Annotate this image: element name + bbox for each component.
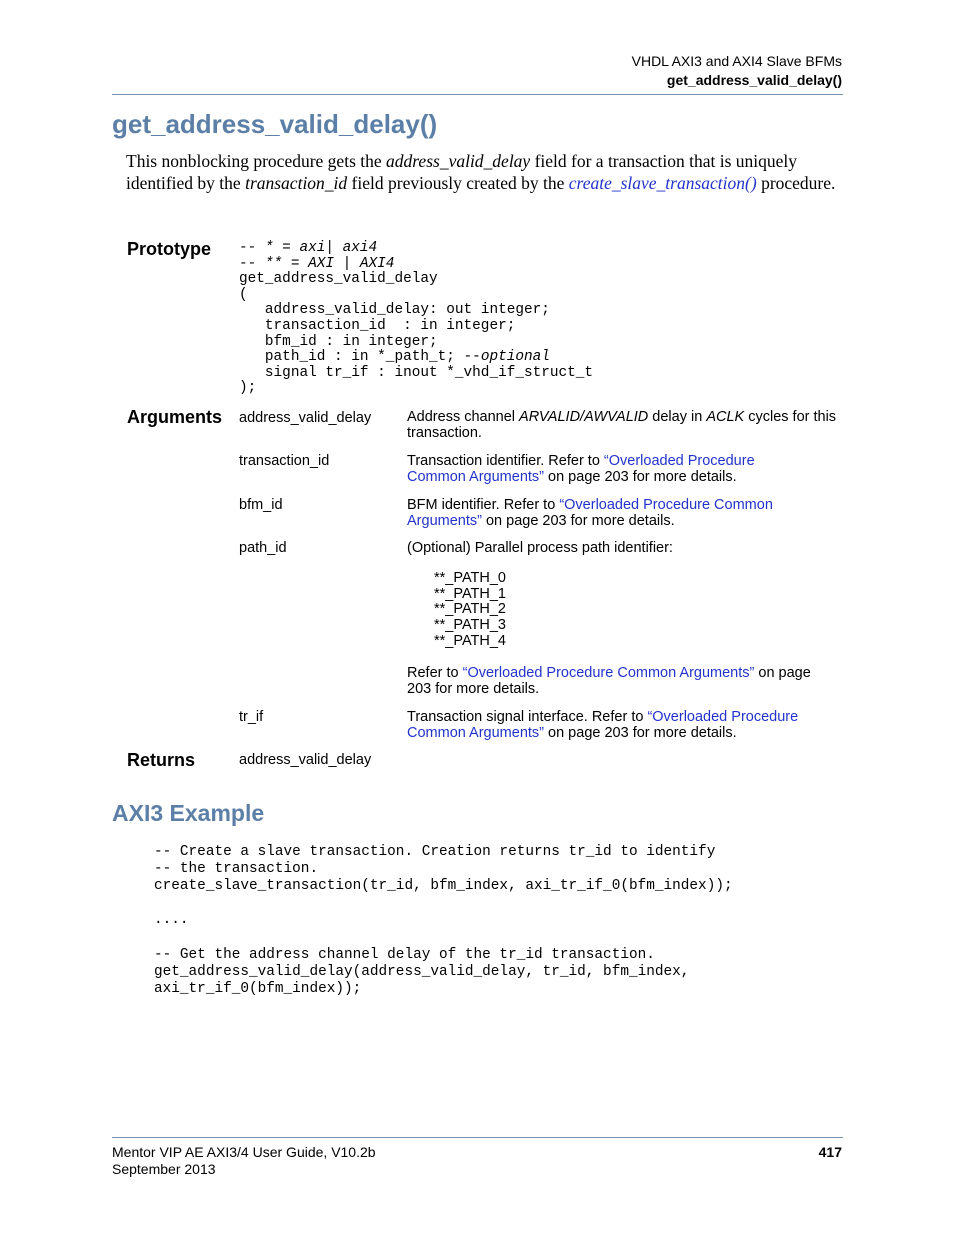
arg-name-transaction-id: transaction_id xyxy=(239,453,330,469)
example-code-line: -- Create a slave transaction. Creation returns tr_id to identify xyxy=(154,844,716,860)
path-id-values xyxy=(434,571,506,650)
arg-desc-text: Transaction identifier. Refer to xyxy=(407,453,604,469)
arg-desc-text: BFM identifier. Refer to xyxy=(407,497,560,513)
intro-text-4: procedure. xyxy=(756,173,836,193)
arg-desc-tr-if xyxy=(407,709,837,741)
overloaded-args-link[interactable]: “Overloaded Procedure Common Arguments” xyxy=(407,709,799,741)
arg-desc-path-id: (Optional) Parallel process path identifier: xyxy=(407,540,673,556)
example-code-line: axi_tr_if_0(bfm_index)); xyxy=(154,980,362,997)
intro-id: transaction_id xyxy=(245,173,348,193)
example-code-line: -- the transaction. xyxy=(154,861,319,878)
prototype-line: path_id : in *_path_t; --optional xyxy=(239,349,550,366)
prototype-code xyxy=(239,241,593,397)
intro-field: address_valid_delay xyxy=(386,151,531,171)
example-code-line: -- Get the address channel delay of the tr_id transaction. xyxy=(154,946,655,963)
path-value: **_PATH_2 xyxy=(434,601,506,618)
page-number: 417 xyxy=(818,1144,842,1160)
arg-desc-bfm-id xyxy=(407,497,817,529)
example-code-line xyxy=(154,929,733,946)
path-value: **_PATH_0 xyxy=(434,570,506,586)
intro-paragraph xyxy=(126,150,844,194)
arg-desc-text: on page 203 for more details. xyxy=(544,725,737,741)
arg-name-tr-if: tr_if xyxy=(239,709,264,725)
running-header-section: VHDL AXI3 and AXI4 Slave BFMs xyxy=(631,53,842,69)
arguments-label: Arguments xyxy=(127,407,223,427)
example-code xyxy=(154,844,733,998)
example-code-line: .... xyxy=(154,912,189,929)
returns-value: address_valid_delay xyxy=(239,752,372,768)
prototype-line: -- ** = AXI | AXI4 xyxy=(239,255,395,272)
footer-date: September 2013 xyxy=(112,1161,216,1177)
path-value: **_PATH_4 xyxy=(434,632,506,649)
prototype-line: address_valid_delay: out integer; xyxy=(239,302,550,319)
arg-name-path-id: path_id xyxy=(239,540,287,556)
path-value: **_PATH_1 xyxy=(434,585,506,602)
arg-name-address-valid-delay: address_valid_delay xyxy=(239,410,372,426)
footer-guide: Mentor VIP AE AXI3/4 User Guide, V10.2b xyxy=(112,1144,376,1160)
arg-desc-path-id-refer xyxy=(407,665,817,697)
prototype-line: -- * = axi| axi4 xyxy=(239,240,378,256)
intro-text-3: field previously created by the xyxy=(347,173,569,193)
overloaded-args-link[interactable]: “Overloaded Procedure Common Arguments” xyxy=(462,665,755,681)
overloaded-args-link[interactable]: “Overloaded Procedure Common Arguments” xyxy=(407,497,773,529)
intro-text-2: field for a transaction that is uniquely identified by the xyxy=(126,151,798,193)
prototype-line: transaction_id : in integer; xyxy=(239,317,516,334)
overloaded-args-link[interactable]: “Overloaded Procedure Common Arguments” xyxy=(407,453,755,485)
arg-desc-transaction-id xyxy=(407,453,807,485)
arg-desc-text: Refer to xyxy=(407,665,463,681)
running-header-topic: get_address_valid_delay() xyxy=(666,72,842,88)
prototype-line: ( xyxy=(239,286,248,303)
footer-rule xyxy=(112,1137,843,1138)
page-title: get_address_valid_delay() xyxy=(112,109,438,139)
example-code-line: create_slave_transaction(tr_id, bfm_index, axi_tr_if_0(bfm_index)); xyxy=(154,878,733,895)
arg-desc-text: Address channel xyxy=(407,409,520,425)
prototype-line: signal tr_if : inout *_vhd_if_struct_t xyxy=(239,364,594,381)
example-code-line xyxy=(154,895,733,912)
create-slave-transaction-link[interactable]: create_slave_transaction() xyxy=(568,173,757,193)
arg-desc-text: on page 203 for more details. xyxy=(481,513,675,529)
arg-desc-text: on page 203 for more details. xyxy=(544,469,737,485)
arg-desc-address-valid-delay xyxy=(407,409,847,441)
example-heading: AXI3 Example xyxy=(112,800,265,826)
arg-desc-text: Transaction signal interface. Refer to xyxy=(407,709,648,725)
header-rule xyxy=(112,94,843,95)
prototype-line: ); xyxy=(239,380,257,397)
intro-text-1: This nonblocking procedure gets the xyxy=(126,151,387,171)
arg-name-bfm-id: bfm_id xyxy=(239,497,283,513)
prototype-label: Prototype xyxy=(127,239,212,259)
arg-desc-signal: ARVALID/AWVALID xyxy=(519,409,649,425)
prototype-line: get_address_valid_delay xyxy=(239,271,438,288)
prototype-line: bfm_id : in integer; xyxy=(239,333,438,350)
arg-desc-text: on page 203 for more details. xyxy=(407,665,811,697)
path-value: **_PATH_3 xyxy=(434,617,506,634)
arg-desc-text: cycles for this transaction. xyxy=(407,409,837,441)
returns-label: Returns xyxy=(127,750,196,770)
arg-desc-text: delay in xyxy=(648,409,707,425)
example-code-line: get_address_valid_delay(address_valid_delay, tr_id, bfm_index, xyxy=(154,963,690,980)
arg-desc-clock: ACLK xyxy=(706,409,745,425)
